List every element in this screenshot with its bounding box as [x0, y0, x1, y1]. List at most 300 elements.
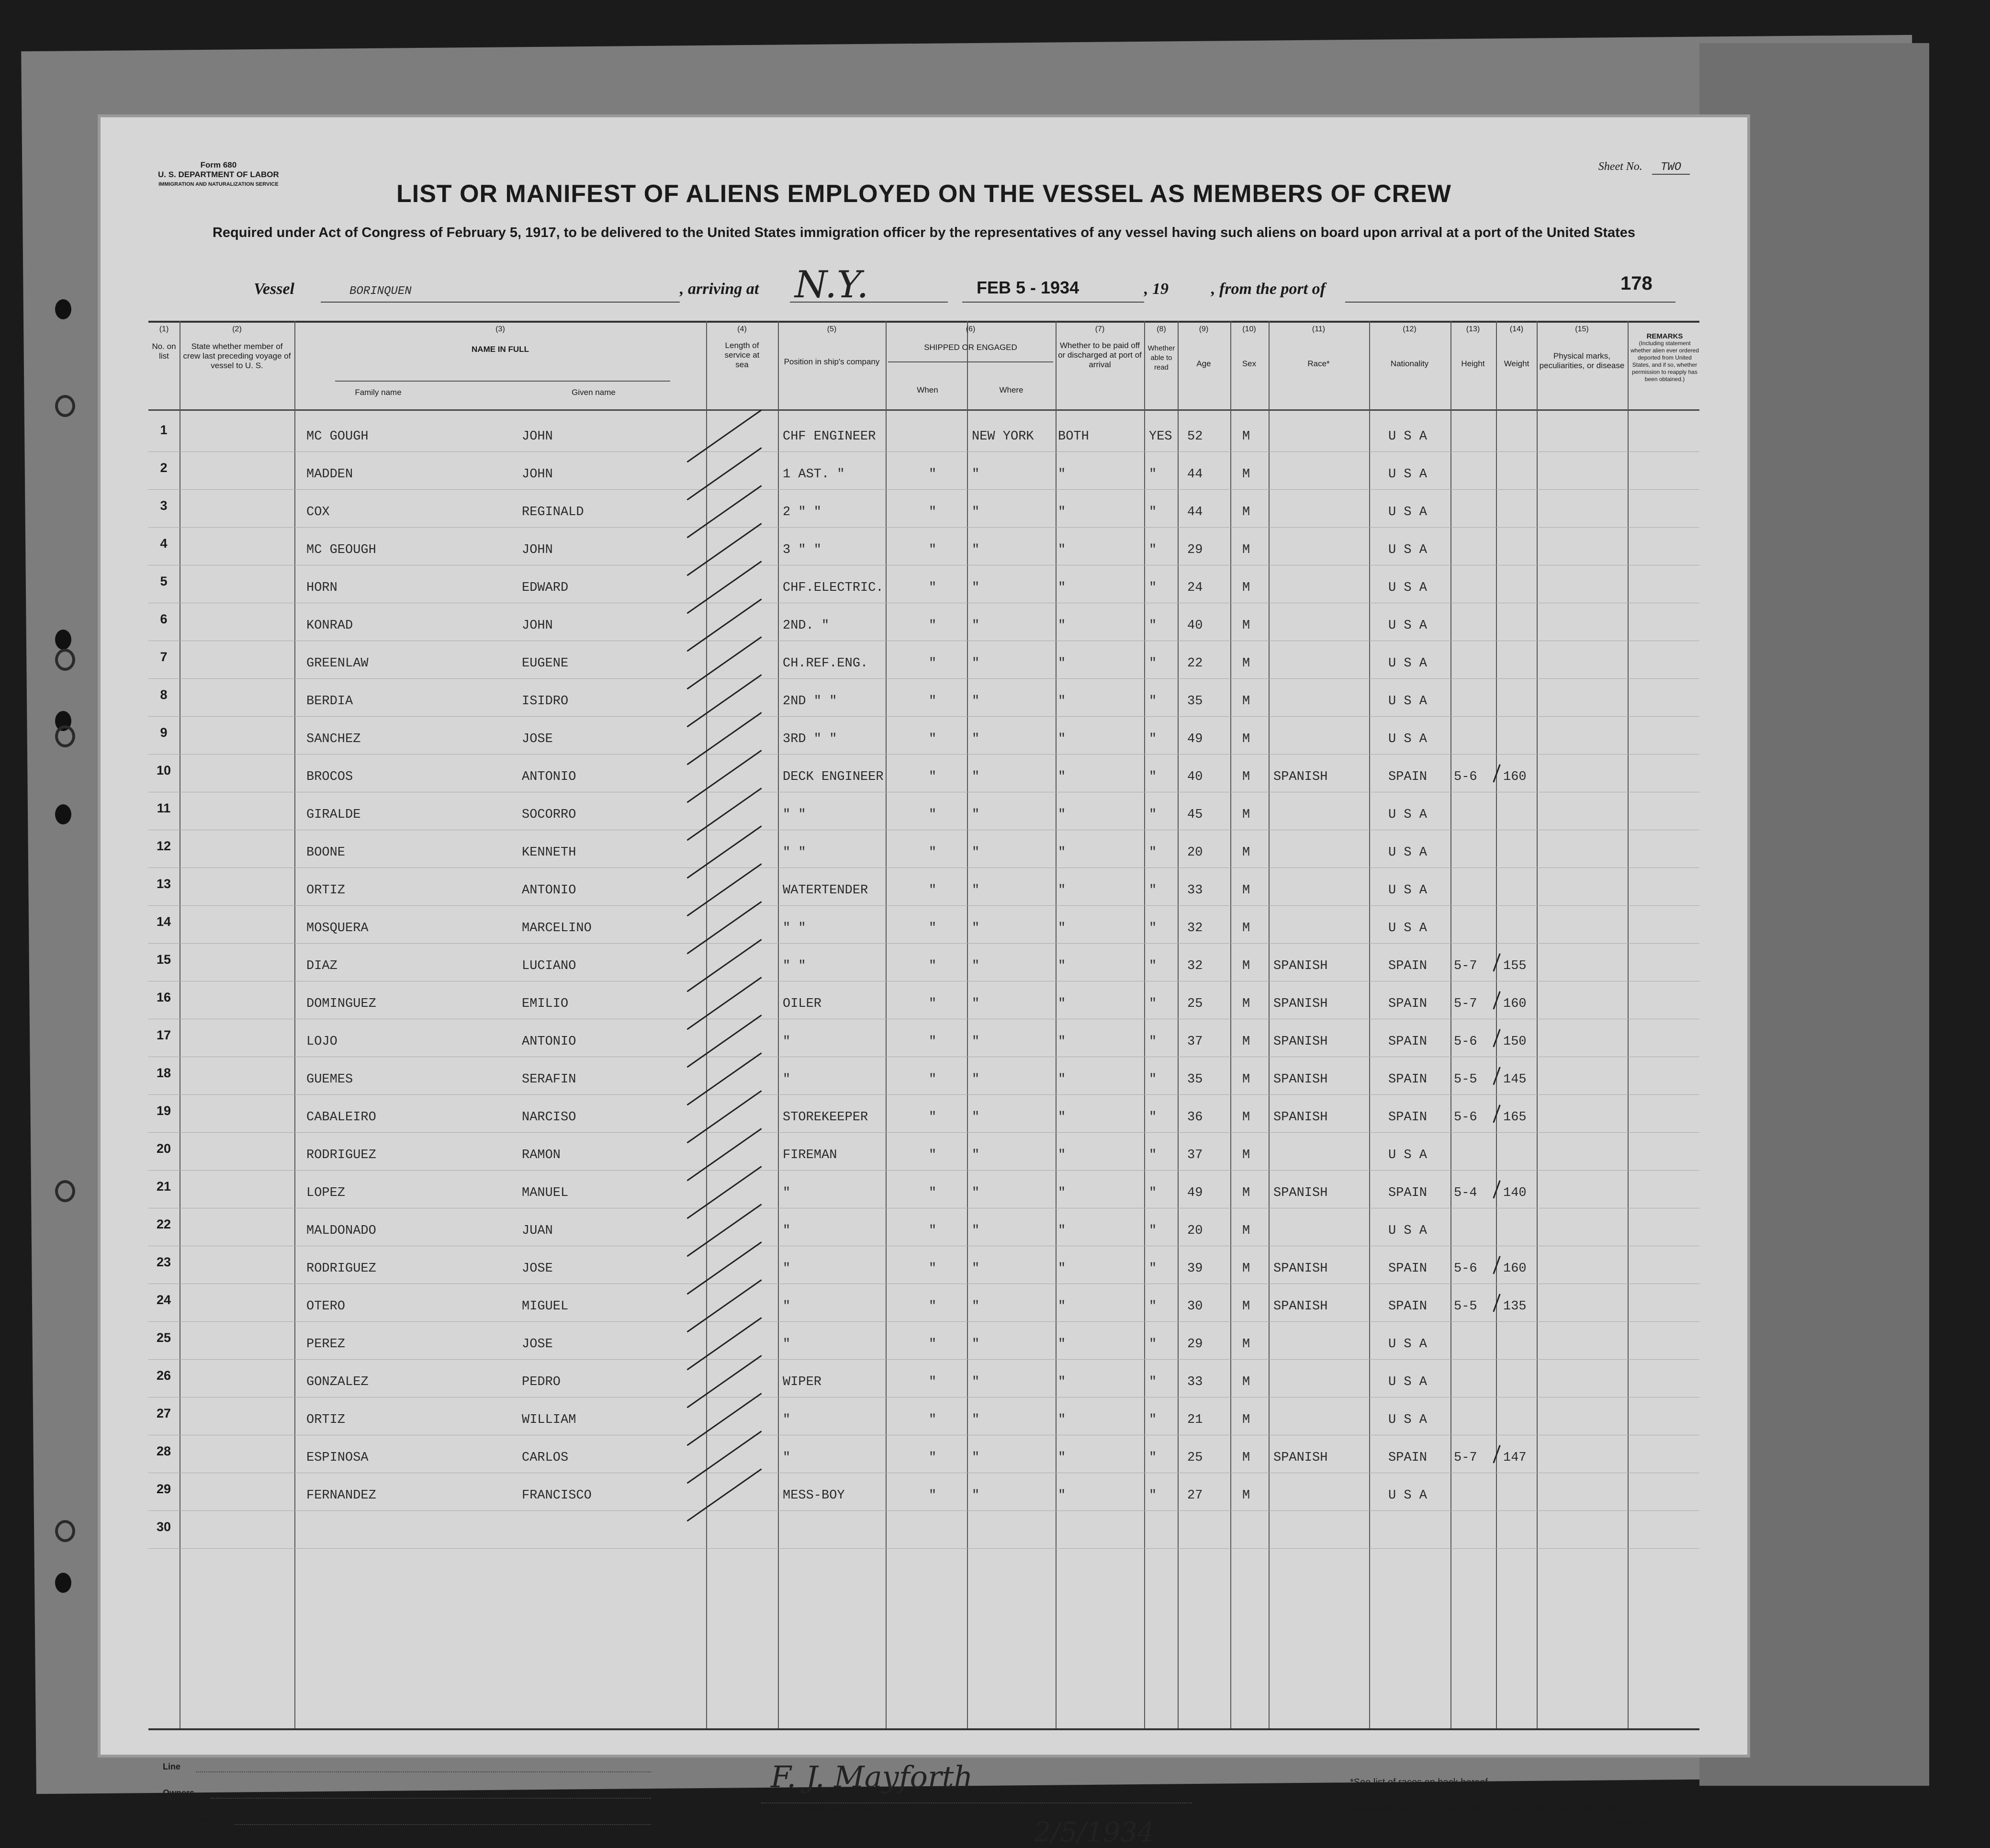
cell-where: " [972, 1375, 980, 1389]
cell-paid: " [1058, 1148, 1066, 1162]
row-number: 20 [156, 1141, 171, 1156]
punch-hole [55, 395, 75, 417]
footnote-block [1350, 1776, 1733, 1815]
cell-when: " [929, 732, 937, 746]
column-divider [1230, 321, 1231, 1728]
cell-position: " [783, 1413, 791, 1427]
arrival-date-stamp: FEB 5 - 1934 [977, 278, 1079, 297]
cell-family: GIRALDE [306, 808, 361, 822]
cell-race: SPANISH [1273, 1451, 1328, 1465]
cell-family: FERNANDEZ [306, 1488, 376, 1503]
cell-when: " [929, 543, 937, 557]
cell-nationality: U S A [1388, 505, 1428, 519]
cell-given: JOHN [522, 619, 553, 633]
cell-when: " [929, 1337, 937, 1352]
cell-age: 40 [1187, 770, 1203, 784]
cell-age: 32 [1187, 959, 1203, 973]
cell-position: " " [783, 845, 806, 860]
cell-position: " [783, 1072, 791, 1087]
row-number: 15 [156, 952, 171, 967]
col-13-label: Height [1461, 359, 1485, 368]
page-subtitle: Required under Act of Congress of February 5, 1917, to be delivered to the United States immigration officer by the representatives of any vessel having such aliens on board upon arrival at a port of the United States [212, 225, 1636, 240]
vessel-label: Vessel [254, 280, 294, 298]
cell-where: " [972, 808, 980, 822]
cell-height: 5-6 [1454, 770, 1477, 784]
cell-given: SOCORRO [522, 808, 576, 822]
cell-read: " [1149, 1488, 1157, 1503]
col-5-number: (5) [827, 325, 837, 333]
cell-sex: M [1242, 694, 1250, 709]
cell-given: MARCELINO [522, 921, 592, 935]
cell-race: SPANISH [1273, 1035, 1328, 1049]
cell-family: GREENLAW [306, 656, 369, 671]
col-4-number: (4) [737, 325, 747, 333]
cell-sex: M [1242, 505, 1250, 519]
row-number: 2 [160, 461, 168, 475]
col-3-header [297, 325, 704, 354]
cell-position: WIPER [783, 1375, 822, 1389]
cell-height: 5-7 [1454, 997, 1477, 1011]
cell-age: 20 [1187, 1224, 1203, 1238]
cell-weight: 160 [1503, 1262, 1527, 1276]
cell-paid: " [1058, 1035, 1066, 1049]
cell-age: 30 [1187, 1299, 1203, 1314]
cell-given: ISIDRO [522, 694, 569, 709]
cell-position: CHF.ELECTRIC. [783, 581, 884, 595]
cell-age: 49 [1187, 732, 1203, 746]
row-number: 18 [156, 1066, 171, 1080]
row-number: 6 [160, 612, 168, 626]
row-rule [148, 1170, 1699, 1171]
penalty-note: Note.—Failure to furnish full or correct information in columns (3), (6), (7), and (8) is punishable by a fine of ten dollars for each alien. See other side. [1350, 1790, 1704, 1814]
cell-family: GUEMES [306, 1072, 353, 1087]
cell-weight: 140 [1503, 1186, 1527, 1200]
row-number: 11 [157, 801, 171, 815]
line-dotted-rule [196, 1771, 651, 1772]
cell-where: " [972, 656, 980, 671]
signature-date: 2/5/1934 [1034, 1817, 1155, 1848]
cell-when: " [929, 1299, 937, 1314]
cell-read: " [1149, 619, 1157, 633]
cell-where: " [972, 694, 980, 709]
cell-position: 2 " " [783, 505, 822, 519]
cell-when: " [929, 467, 937, 482]
cell-sex: M [1242, 997, 1250, 1011]
service-name: IMMIGRATION AND NATURALIZATION SERVICE [158, 181, 279, 187]
cell-paid: " [1058, 1186, 1066, 1200]
cell-nationality: U S A [1388, 656, 1428, 671]
cell-age: 27 [1187, 1488, 1203, 1503]
cell-nationality: U S A [1388, 1413, 1428, 1427]
column-divider [1450, 321, 1451, 1728]
cell-nationality: SPAIN [1388, 1299, 1428, 1314]
row-rule [148, 1321, 1699, 1322]
cell-family: PEREZ [306, 1337, 346, 1352]
punch-hole [55, 299, 71, 319]
column-divider [886, 321, 887, 1728]
row-rule [148, 678, 1699, 679]
cell-position: 1 AST. " [783, 467, 845, 482]
col-11-label: Race* [1307, 359, 1330, 368]
cell-family: MOSQUERA [306, 921, 369, 935]
header-bottom-rule [148, 409, 1699, 411]
cell-where: " [972, 1035, 980, 1049]
cell-when: " [929, 770, 937, 784]
from-port-underline [1345, 302, 1675, 303]
cell-nationality: U S A [1388, 619, 1428, 633]
cell-paid: " [1058, 732, 1066, 746]
cell-where: " [972, 1299, 980, 1314]
cell-position: " [783, 1299, 791, 1314]
cell-read: " [1149, 1224, 1157, 1238]
cell-sex: M [1242, 883, 1250, 898]
punch-hole [55, 630, 71, 650]
cell-read: YES [1149, 429, 1172, 444]
cell-given: EMILIO [522, 997, 569, 1011]
cell-given: JOHN [522, 543, 553, 557]
cell-family: RODRIGUEZ [306, 1148, 376, 1162]
cell-given: JOSE [522, 732, 553, 746]
cell-nationality: SPAIN [1388, 1186, 1428, 1200]
cell-age: 24 [1187, 581, 1203, 595]
cell-where: " [972, 543, 980, 557]
cell-age: 20 [1187, 845, 1203, 860]
row-rule [148, 905, 1699, 906]
arriving-port: N.Y. [795, 263, 869, 306]
cell-nationality: SPAIN [1388, 1035, 1428, 1049]
col-7-header [1058, 325, 1142, 370]
cell-nationality: SPAIN [1388, 997, 1428, 1011]
inspector-label: Immigrant Inspector. [804, 1805, 885, 1815]
cell-height: 5-7 [1454, 959, 1477, 973]
cell-given: SERAFIN [522, 1072, 576, 1087]
cell-position: MESS-BOY [783, 1488, 845, 1503]
cell-nationality: U S A [1388, 1148, 1428, 1162]
cell-where: " [972, 619, 980, 633]
cell-age: 29 [1187, 1337, 1203, 1352]
cell-paid: " [1058, 1224, 1066, 1238]
col-9-number: (9) [1199, 325, 1209, 333]
given-name-header: Given name [572, 388, 616, 397]
shipped-where-header: Where [999, 385, 1023, 394]
cell-nationality: SPAIN [1388, 1072, 1428, 1087]
col-5-label: Position in ship's company [784, 357, 880, 366]
cell-position: 3 " " [783, 543, 822, 557]
col-1-number: (1) [159, 325, 169, 333]
cell-given: LUCIANO [522, 959, 576, 973]
cell-position: OILER [783, 997, 822, 1011]
cell-given: JOSE [522, 1337, 553, 1352]
cell-sex: M [1242, 1337, 1250, 1352]
cell-age: 21 [1187, 1413, 1203, 1427]
col-13-number: (13) [1466, 325, 1480, 333]
cell-sex: M [1242, 543, 1250, 557]
cell-paid: " [1058, 543, 1066, 557]
cell-given: JOHN [522, 429, 553, 444]
cell-when: " [929, 1186, 937, 1200]
col-6-number: (6) [966, 325, 976, 333]
cell-paid: " [1058, 1299, 1066, 1314]
col-9-label: Age [1196, 359, 1211, 368]
cell-when: " [929, 656, 937, 671]
cell-when: " [929, 505, 937, 519]
cell-race: SPANISH [1273, 770, 1328, 784]
cell-family: HORN [306, 581, 337, 595]
cell-race: SPANISH [1273, 1299, 1328, 1314]
cell-family: CABALEIRO [306, 1110, 376, 1125]
cell-family: MC GEOUGH [306, 543, 376, 557]
year-label: , 19 [1144, 280, 1169, 298]
cell-given: ANTONIO [522, 883, 576, 898]
cell-sex: M [1242, 1488, 1250, 1503]
cell-where: " [972, 921, 980, 935]
cell-paid: " [1058, 921, 1066, 935]
local-agents-label: Local Agents [163, 1814, 217, 1824]
cell-nationality: U S A [1388, 921, 1428, 935]
cell-where: " [972, 1488, 980, 1503]
cell-race: SPANISH [1273, 1186, 1328, 1200]
date-underline [962, 302, 1144, 303]
cell-paid: " [1058, 1375, 1066, 1389]
cell-read: " [1149, 581, 1157, 595]
cell-sex: M [1242, 619, 1250, 633]
cell-read: " [1149, 808, 1157, 822]
cell-position: DECK ENGINEER [783, 770, 884, 784]
cell-sex: M [1242, 1413, 1250, 1427]
cell-height: 5-6 [1454, 1110, 1477, 1125]
cell-family: MC GOUGH [306, 429, 369, 444]
cell-read: " [1149, 1072, 1157, 1087]
punch-hole [55, 1180, 75, 1202]
punch-hole [55, 1520, 75, 1542]
cell-paid: " [1058, 1413, 1066, 1427]
department-name: U. S. DEPARTMENT OF LABOR [158, 170, 279, 179]
cell-nationality: U S A [1388, 581, 1428, 595]
col-3-label: NAME IN FULL [472, 345, 529, 354]
cell-paid: " [1058, 883, 1066, 898]
cell-nationality: SPAIN [1388, 1110, 1428, 1125]
cell-where: " [972, 732, 980, 746]
cell-position: " [783, 1337, 791, 1352]
cell-sex: M [1242, 845, 1250, 860]
cell-age: 44 [1187, 505, 1203, 519]
cell-where: " [972, 1110, 980, 1125]
punch-hole [55, 649, 75, 671]
cell-age: 22 [1187, 656, 1203, 671]
cell-height: 5-6 [1454, 1035, 1477, 1049]
cell-position: " " [783, 921, 806, 935]
cell-paid: " [1058, 619, 1066, 633]
cell-position: " " [783, 808, 806, 822]
row-number: 16 [156, 990, 171, 1004]
cell-height: 5-7 [1454, 1451, 1477, 1465]
cell-when: " [929, 1451, 937, 1465]
cell-paid: " [1058, 505, 1066, 519]
row-number: 29 [156, 1482, 171, 1496]
cell-where: " [972, 997, 980, 1011]
cell-age: 37 [1187, 1035, 1203, 1049]
cell-family: ORTIZ [306, 883, 346, 898]
cell-given: EDWARD [522, 581, 569, 595]
cell-position: STOREKEEPER [783, 1110, 868, 1125]
column-divider [1269, 321, 1270, 1728]
row-rule [148, 943, 1699, 944]
cell-nationality: U S A [1388, 883, 1428, 898]
cell-when: " [929, 1148, 937, 1162]
cell-sex: M [1242, 770, 1250, 784]
cell-age: 49 [1187, 1186, 1203, 1200]
cell-paid: " [1058, 1110, 1066, 1125]
line-label: Line [163, 1762, 181, 1771]
cell-when: " [929, 1110, 937, 1125]
cell-nationality: U S A [1388, 694, 1428, 709]
col-2-header [182, 325, 292, 371]
cell-family: LOJO [306, 1035, 337, 1049]
cell-nationality: U S A [1388, 1337, 1428, 1352]
cell-weight: 160 [1503, 770, 1527, 784]
shipped-when-header: When [917, 385, 938, 394]
row-number: 28 [156, 1444, 171, 1458]
sheet-value: TWO [1652, 161, 1690, 175]
row-rule [148, 489, 1699, 490]
cell-where: " [972, 1186, 980, 1200]
cell-paid: " [1058, 997, 1066, 1011]
cell-where: " [972, 1148, 980, 1162]
cell-family: KONRAD [306, 619, 353, 633]
cell-given: ANTONIO [522, 770, 576, 784]
family-name-header: Family name [355, 388, 402, 397]
cell-where: " [972, 1224, 980, 1238]
cell-when: " [929, 845, 937, 860]
cell-family: GONZALEZ [306, 1375, 369, 1389]
row-number: 21 [156, 1179, 171, 1194]
cell-position: " " [783, 959, 806, 973]
cell-position: " [783, 1451, 791, 1465]
cell-age: 33 [1187, 1375, 1203, 1389]
sheet-label: Sheet No. [1598, 160, 1642, 173]
cell-where: " [972, 1413, 980, 1427]
punch-hole [55, 804, 71, 824]
cell-read: " [1149, 732, 1157, 746]
arriving-label: , arriving at [680, 280, 759, 298]
table-bottom-rule [148, 1728, 1699, 1730]
row-rule [148, 1094, 1699, 1095]
cell-when: " [929, 808, 937, 822]
cell-age: 33 [1187, 883, 1203, 898]
row-number: 8 [160, 687, 168, 702]
cell-read: " [1149, 921, 1157, 935]
row-number: 19 [156, 1104, 171, 1118]
cell-nationality: U S A [1388, 1488, 1428, 1503]
cell-age: 37 [1187, 1148, 1203, 1162]
cell-sex: M [1242, 467, 1250, 482]
cell-sex: M [1242, 1451, 1250, 1465]
col-15-number: (15) [1575, 325, 1589, 333]
remarks-detail: (Including statement whether alien ever ordered deported from United States, and if so, whether permission to reapply has been obtained.) [1630, 340, 1699, 383]
cell-read: " [1149, 883, 1157, 898]
cell-given: CARLOS [522, 1451, 569, 1465]
cell-sex: M [1242, 959, 1250, 973]
col-8-header [1145, 325, 1178, 372]
cell-where: " [972, 959, 980, 973]
cell-race: SPANISH [1273, 959, 1328, 973]
col-12-label: Nationality [1390, 359, 1429, 368]
cell-race: SPANISH [1273, 1262, 1328, 1276]
cell-read: " [1149, 1186, 1157, 1200]
cell-where: " [972, 467, 980, 482]
column-divider [778, 321, 779, 1728]
cell-family: BERDIA [306, 694, 353, 709]
cell-given: WILLIAM [522, 1413, 576, 1427]
cell-paid: " [1058, 808, 1066, 822]
col-11-number: (11) [1312, 325, 1326, 333]
cell-nationality: U S A [1388, 732, 1428, 746]
row-number: 26 [156, 1368, 171, 1383]
col-10-header [1231, 325, 1267, 369]
col-15-header [1538, 325, 1626, 371]
cell-family: DIAZ [306, 959, 337, 973]
cell-family: MADDEN [306, 467, 353, 482]
cell-weight: 155 [1503, 959, 1527, 973]
cell-where: " [972, 1262, 980, 1276]
cell-weight: 150 [1503, 1035, 1527, 1049]
cell-given: KENNETH [522, 845, 576, 860]
cell-position: " [783, 1035, 791, 1049]
cell-paid: BOTH [1058, 429, 1089, 444]
cell-sex: M [1242, 1224, 1250, 1238]
col-7-label: Whether to be paid off or discharged at port of arrival [1058, 341, 1142, 369]
cell-position: " [783, 1262, 791, 1276]
cell-family: MALDONADO [306, 1224, 376, 1238]
cell-sex: M [1242, 656, 1250, 671]
cell-given: ANTONIO [522, 1035, 576, 1049]
row-number: 27 [156, 1406, 171, 1420]
cell-where: " [972, 581, 980, 595]
cell-when: " [929, 1375, 937, 1389]
cell-where: " [972, 845, 980, 860]
col-6-header [888, 325, 1053, 352]
cell-sex: M [1242, 1262, 1250, 1276]
row-number: 30 [156, 1520, 171, 1534]
column-divider [294, 321, 295, 1728]
cell-when: " [929, 694, 937, 709]
cell-read: " [1149, 1413, 1157, 1427]
cell-paid: " [1058, 581, 1066, 595]
form-number: Form 680 [200, 160, 237, 169]
cell-read: " [1149, 1262, 1157, 1276]
cell-family: DOMINGUEZ [306, 997, 376, 1011]
cell-when: " [929, 619, 937, 633]
row-number: 22 [156, 1217, 171, 1231]
cell-read: " [1149, 1148, 1157, 1162]
row-rule [148, 527, 1699, 528]
row-number: 5 [160, 574, 168, 588]
cell-sex: M [1242, 1110, 1250, 1125]
cell-nationality: SPAIN [1388, 1262, 1428, 1276]
agents-dotted-rule [235, 1824, 651, 1825]
cell-weight: 160 [1503, 997, 1527, 1011]
remarks-header [1630, 333, 1699, 383]
col-15-label: Physical marks, peculiarities, or disease [1539, 351, 1625, 370]
row-number: 4 [160, 536, 168, 551]
sheet-number [1598, 160, 1690, 174]
col-12-header [1370, 325, 1449, 369]
row-rule [148, 1510, 1699, 1511]
column-divider [1178, 321, 1179, 1728]
cell-height: 5-6 [1454, 1262, 1477, 1276]
cell-read: " [1149, 467, 1157, 482]
column-divider [1537, 321, 1538, 1728]
